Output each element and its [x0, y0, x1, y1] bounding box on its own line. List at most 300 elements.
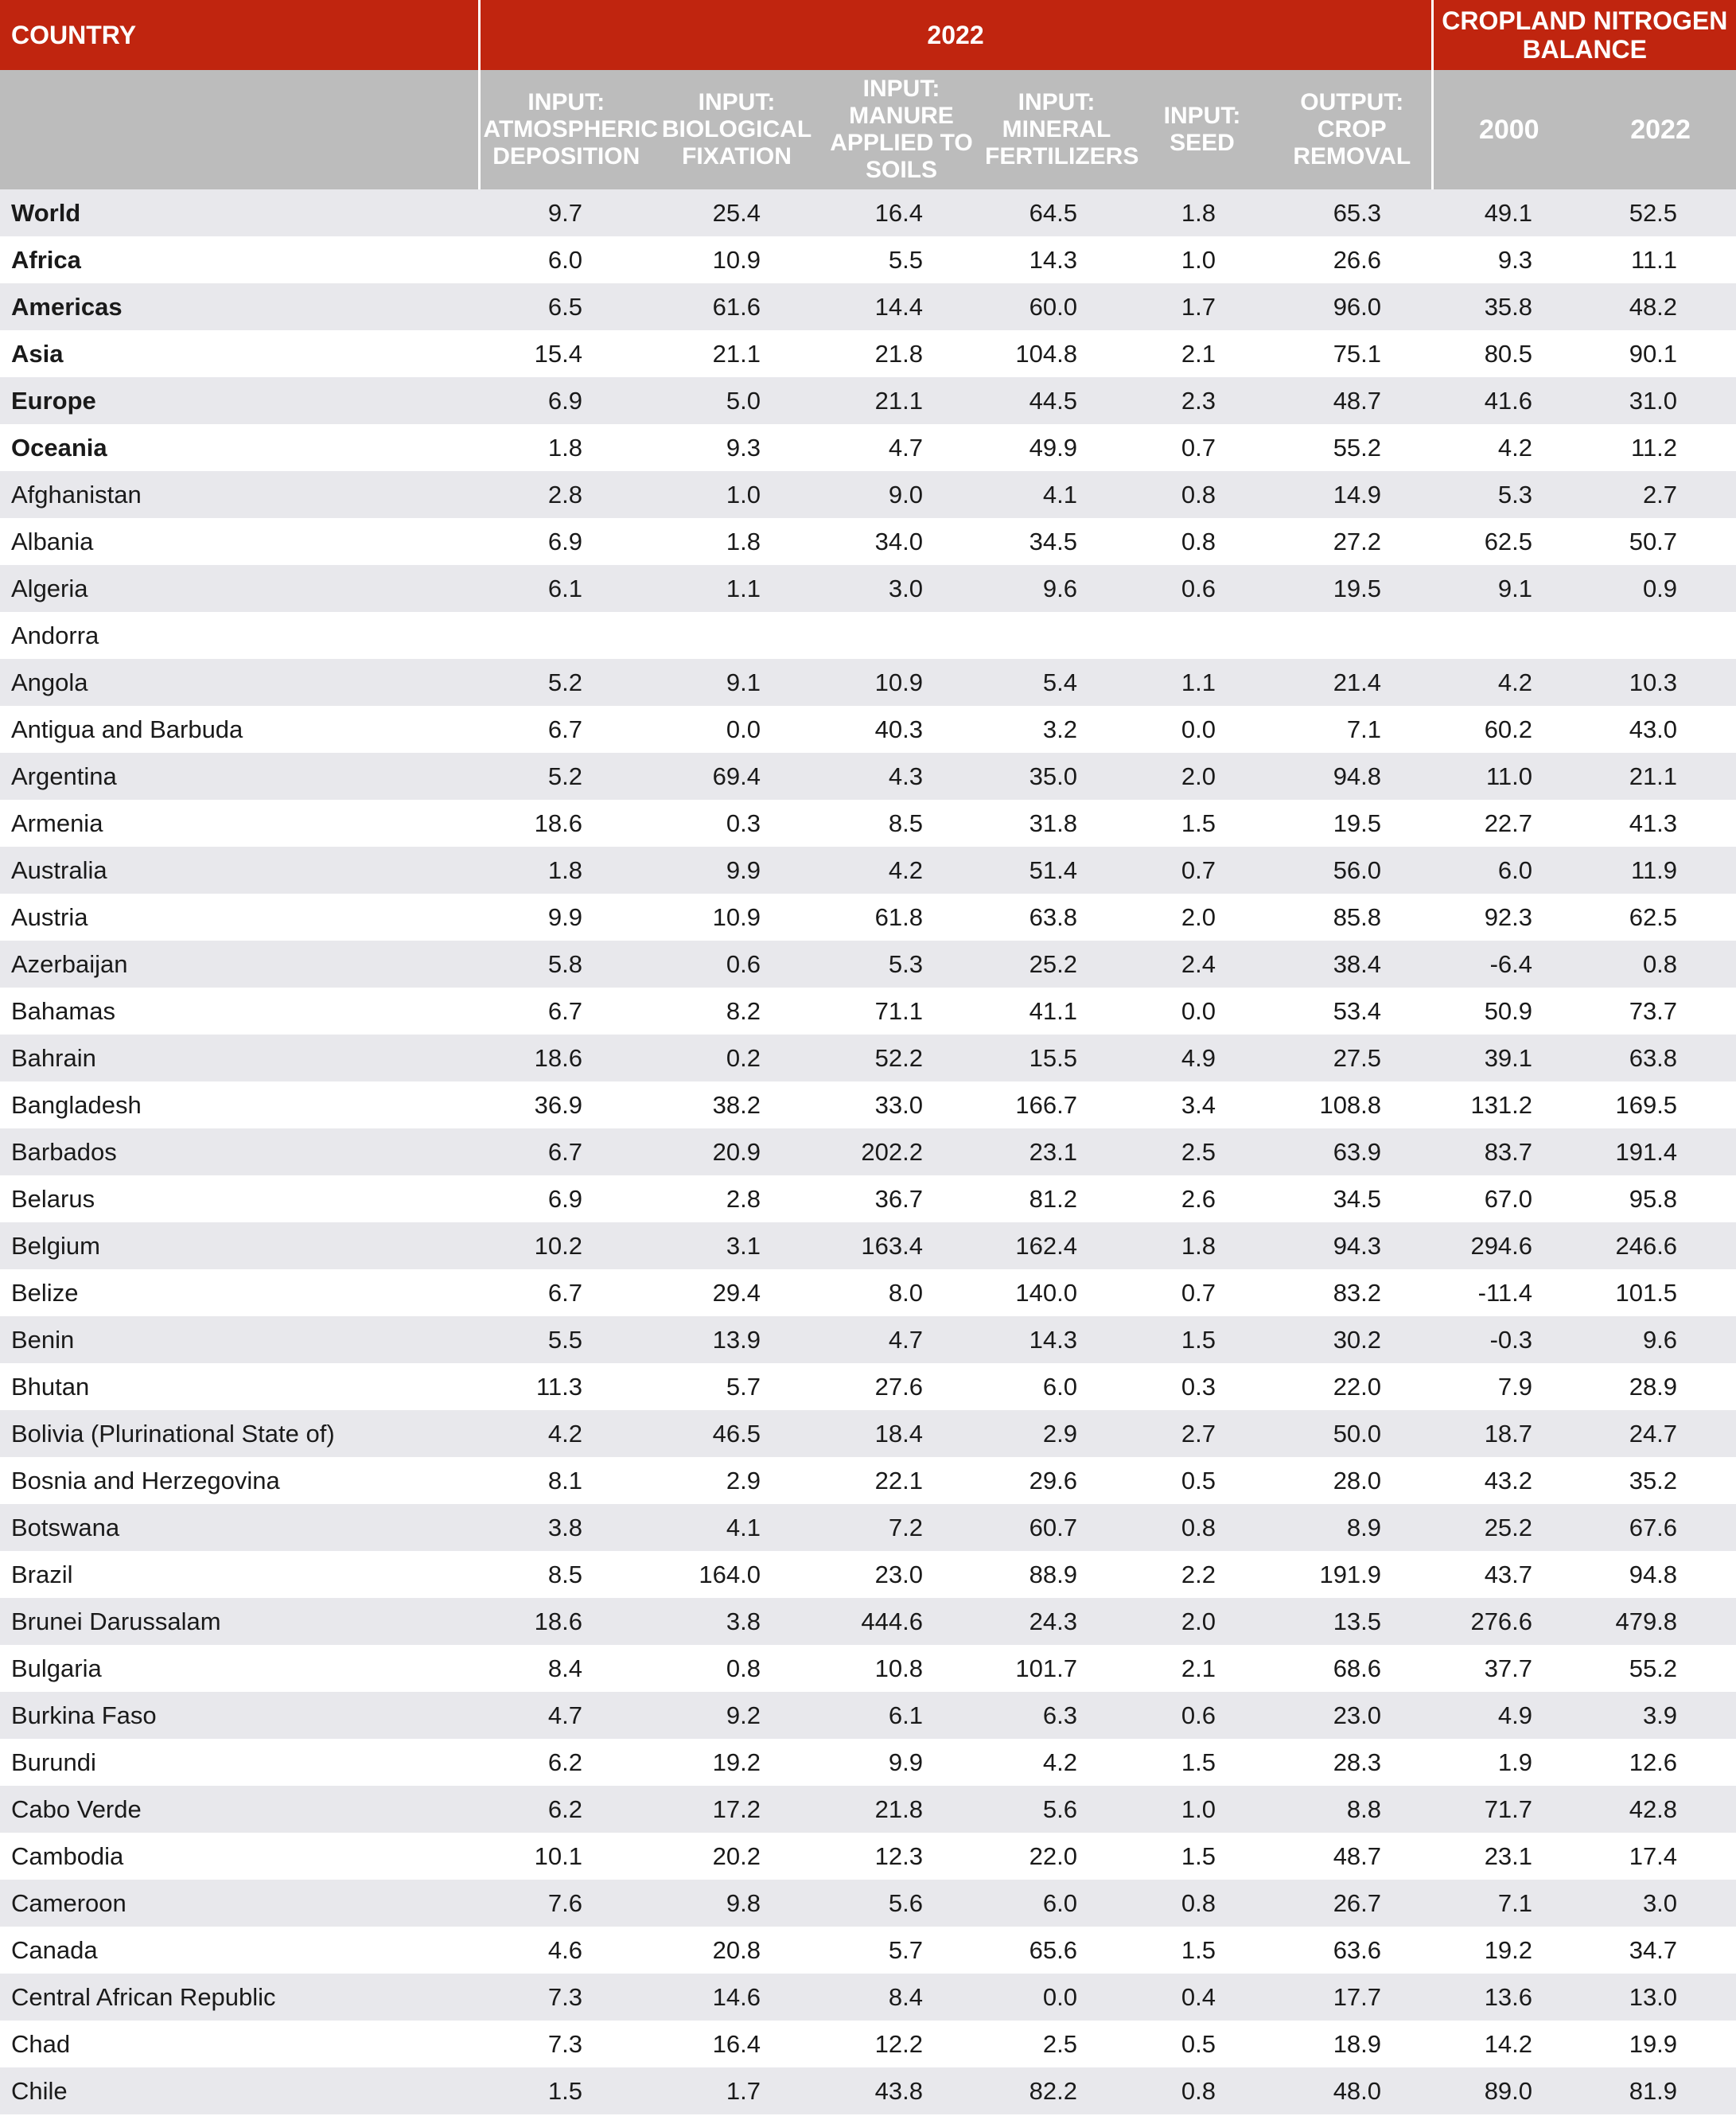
value-cell: 18.6	[479, 800, 652, 847]
value-cell: 13.0	[1585, 1974, 1736, 2021]
value-cell: 28.0	[1273, 1457, 1432, 1504]
value-cell: 14.6	[652, 1974, 821, 2021]
value-cell: 1.7	[1131, 283, 1273, 330]
value-cell: 0.2	[652, 1035, 821, 1081]
country-name-cell: Belize	[0, 1269, 479, 1316]
col-header-atmospheric-deposition	[479, 70, 658, 189]
value-cell: 88.9	[982, 1551, 1131, 1598]
value-cell: 6.2	[479, 1739, 652, 1786]
table-row	[0, 941, 1736, 988]
value-cell: 0.0	[1131, 706, 1273, 753]
value-cell: 6.7	[479, 988, 652, 1035]
value-cell: 4.1	[652, 1504, 821, 1551]
value-cell: 2.0	[1131, 894, 1273, 941]
value-cell: 94.8	[1585, 1551, 1736, 1598]
value-cell: 18.6	[479, 1598, 652, 1645]
value-cell: 2.9	[982, 1410, 1131, 1457]
balance-header-line1: CROPLAND NITROGEN	[1442, 6, 1728, 35]
value-cell	[982, 612, 1131, 659]
value-cell: 0.0	[982, 1974, 1131, 2021]
value-cell: 19.9	[1585, 2021, 1736, 2067]
value-cell: 3.8	[652, 1598, 821, 1645]
country-name-cell: Oceania	[0, 424, 479, 471]
value-cell: 34.7	[1585, 1927, 1736, 1974]
country-name-cell: Bahamas	[0, 988, 479, 1035]
value-cell: 0.6	[652, 941, 821, 988]
value-cell: 1.8	[652, 518, 821, 565]
value-cell: 18.7	[1432, 1410, 1585, 1457]
value-cell: 26.6	[1273, 236, 1432, 283]
value-cell: 0.8	[652, 1645, 821, 1692]
value-cell: 69.4	[652, 753, 821, 800]
value-cell: 6.0	[982, 1880, 1131, 1927]
col-header-line: REMOVAL	[1293, 143, 1411, 170]
col-header-line: APPLIED TO	[830, 130, 973, 156]
value-cell: 2.5	[982, 2021, 1131, 2067]
value-cell: 41.6	[1432, 377, 1585, 424]
value-cell: 5.2	[479, 659, 652, 706]
value-cell: 10.9	[821, 659, 982, 706]
value-cell: 444.6	[821, 1598, 982, 1645]
country-name-cell: Barbados	[0, 1128, 479, 1175]
value-cell: 2.4	[1131, 941, 1273, 988]
value-cell: 131.2	[1432, 1081, 1585, 1128]
value-cell: 0.3	[652, 800, 821, 847]
col-header-mineral-fertilizers	[982, 70, 1139, 189]
value-cell: 64.5	[982, 189, 1131, 236]
value-cell: 7.9	[1432, 1363, 1585, 1410]
value-cell: 50.7	[1585, 518, 1736, 565]
value-cell: 44.5	[982, 377, 1131, 424]
value-cell: 33.0	[821, 1081, 982, 1128]
value-cell: 63.8	[1585, 1035, 1736, 1081]
value-cell: 82.2	[982, 2067, 1131, 2114]
value-cell: 163.4	[821, 1222, 982, 1269]
table-row	[0, 518, 1736, 565]
value-cell: 11.0	[1432, 753, 1585, 800]
value-cell: 10.2	[479, 1222, 652, 1269]
value-cell: 25.2	[1432, 1504, 1585, 1551]
value-cell: 6.7	[479, 1269, 652, 1316]
value-cell: 8.1	[479, 1457, 652, 1504]
value-cell: 22.1	[821, 1457, 982, 1504]
value-cell: 6.3	[982, 1692, 1131, 1739]
value-cell: 0.0	[652, 706, 821, 753]
value-cell: 3.4	[1131, 1081, 1273, 1128]
value-cell: 63.9	[1273, 1128, 1432, 1175]
value-cell: 3.2	[982, 706, 1131, 753]
table-row	[0, 1081, 1736, 1128]
value-cell: 2.9	[652, 1457, 821, 1504]
value-cell: 1.5	[1131, 1316, 1273, 1363]
country-name-cell: Bulgaria	[0, 1645, 479, 1692]
value-cell: 108.8	[1273, 1081, 1432, 1128]
value-cell: 4.9	[1131, 1035, 1273, 1081]
value-cell: 5.6	[982, 1786, 1131, 1833]
value-cell: 60.2	[1432, 706, 1585, 753]
value-cell: 85.8	[1273, 894, 1432, 941]
value-cell: 2.5	[1131, 1128, 1273, 1175]
value-cell: 81.9	[1585, 2067, 1736, 2114]
value-cell: 5.5	[821, 236, 982, 283]
value-cell: 5.8	[479, 941, 652, 988]
value-cell: 162.4	[982, 1222, 1131, 1269]
header-row-sub	[0, 70, 1736, 189]
col-header-line: INPUT:	[1163, 103, 1241, 129]
value-cell: 4.6	[479, 1927, 652, 1974]
value-cell: 37.7	[1432, 1645, 1585, 1692]
value-cell: 21.8	[821, 330, 982, 377]
value-cell: 18.4	[821, 1410, 982, 1457]
value-cell: 1.5	[1131, 800, 1273, 847]
value-cell: 35.2	[1585, 1457, 1736, 1504]
value-cell: 2.8	[479, 471, 652, 518]
value-cell: 18.6	[479, 1035, 652, 1081]
value-cell: 101.5	[1585, 1269, 1736, 1316]
value-cell: 63.6	[1273, 1927, 1432, 1974]
value-cell: 60.0	[982, 283, 1131, 330]
value-cell: 68.6	[1273, 1645, 1432, 1692]
value-cell: 24.3	[982, 1598, 1131, 1645]
value-cell: 41.3	[1585, 800, 1736, 847]
value-cell: 2.8	[652, 1175, 821, 1222]
col-header-line: INPUT:	[527, 89, 605, 115]
value-cell: 62.5	[1432, 518, 1585, 565]
value-cell: 13.6	[1432, 1974, 1585, 2021]
country-name-cell: Brunei Darussalam	[0, 1598, 479, 1645]
col-header-line: INPUT:	[1018, 89, 1096, 115]
value-cell: 22.7	[1432, 800, 1585, 847]
value-cell: 21.1	[821, 377, 982, 424]
country-name-cell: Belarus	[0, 1175, 479, 1222]
value-cell: 39.1	[1432, 1035, 1585, 1081]
country-name-cell: Andorra	[0, 612, 479, 659]
value-cell: 92.3	[1432, 894, 1585, 941]
value-cell: 15.5	[982, 1035, 1131, 1081]
col-header-line: MANURE	[849, 103, 954, 129]
table-row	[0, 753, 1736, 800]
value-cell: 479.8	[1585, 1598, 1736, 1645]
value-cell: 43.7	[1432, 1551, 1585, 1598]
value-cell	[479, 612, 652, 659]
value-cell: 48.2	[1585, 283, 1736, 330]
col-header-line: FERTILIZERS	[985, 143, 1139, 170]
table-header	[0, 0, 1736, 189]
value-cell: 1.8	[1131, 189, 1273, 236]
value-cell: 21.8	[821, 1786, 982, 1833]
value-cell: 1.5	[1131, 1927, 1273, 1974]
value-cell: 35.8	[1432, 283, 1585, 330]
value-cell: 31.0	[1585, 377, 1736, 424]
value-cell: 2.7	[1585, 471, 1736, 518]
value-cell: 14.4	[821, 283, 982, 330]
value-cell: 61.8	[821, 894, 982, 941]
value-cell: 5.7	[652, 1363, 821, 1410]
value-cell: 55.2	[1273, 424, 1432, 471]
value-cell: 34.5	[982, 518, 1131, 565]
value-cell: 41.1	[982, 988, 1131, 1035]
country-name-cell: Bhutan	[0, 1363, 479, 1410]
value-cell: 63.8	[982, 894, 1131, 941]
value-cell: 11.3	[479, 1363, 652, 1410]
value-cell: 89.0	[1432, 2067, 1585, 2114]
value-cell: 90.1	[1585, 330, 1736, 377]
value-cell: 83.2	[1273, 1269, 1432, 1316]
value-cell: 7.1	[1432, 1880, 1585, 1927]
table-row	[0, 1222, 1736, 1269]
value-cell: 34.0	[821, 518, 982, 565]
value-cell: 26.7	[1273, 1880, 1432, 1927]
value-cell: 43.2	[1432, 1457, 1585, 1504]
value-cell: 22.0	[1273, 1363, 1432, 1410]
value-cell: 36.7	[821, 1175, 982, 1222]
col-header-biological-fixation	[652, 70, 821, 189]
value-cell: 22.0	[982, 1833, 1131, 1880]
col-header-line: SEED	[1170, 130, 1235, 156]
value-cell: -6.4	[1432, 941, 1585, 988]
table-row	[0, 236, 1736, 283]
value-cell: 6.9	[479, 518, 652, 565]
table-row	[0, 659, 1736, 706]
col-header-balance-2000: 2000	[1432, 70, 1585, 189]
value-cell: 1.8	[479, 424, 652, 471]
value-cell: 5.4	[982, 659, 1131, 706]
value-cell: 62.5	[1585, 894, 1736, 941]
value-cell: 9.6	[1585, 1316, 1736, 1363]
country-name-cell: Bosnia and Herzegovina	[0, 1457, 479, 1504]
value-cell: 1.0	[1131, 1786, 1273, 1833]
value-cell: 36.9	[479, 1081, 652, 1128]
value-cell: 0.7	[1131, 424, 1273, 471]
table-row	[0, 847, 1736, 894]
value-cell: 27.2	[1273, 518, 1432, 565]
table-row	[0, 2021, 1736, 2067]
country-name-cell: Africa	[0, 236, 479, 283]
value-cell: 6.7	[479, 1128, 652, 1175]
country-name-cell: Albania	[0, 518, 479, 565]
value-cell: 1.5	[1131, 1833, 1273, 1880]
value-cell: 55.2	[1585, 1645, 1736, 1692]
table-row	[0, 1410, 1736, 1457]
value-cell: 35.0	[982, 753, 1131, 800]
value-cell: 6.0	[479, 236, 652, 283]
value-cell: 14.9	[1273, 471, 1432, 518]
value-cell: 8.0	[821, 1269, 982, 1316]
value-cell: 6.1	[821, 1692, 982, 1739]
table-row	[0, 1504, 1736, 1551]
value-cell: 8.4	[821, 1974, 982, 2021]
value-cell: 6.1	[479, 565, 652, 612]
value-cell: 2.3	[1131, 377, 1273, 424]
country-name-cell: Bahrain	[0, 1035, 479, 1081]
country-name-cell: Austria	[0, 894, 479, 941]
value-cell: 3.0	[821, 565, 982, 612]
value-cell: 8.5	[821, 800, 982, 847]
country-column-header: COUNTRY	[0, 0, 479, 70]
value-cell: 9.1	[1432, 565, 1585, 612]
value-cell: 67.6	[1585, 1504, 1736, 1551]
value-cell: 0.8	[1585, 941, 1736, 988]
table-row	[0, 1645, 1736, 1692]
value-cell: 0.6	[1131, 565, 1273, 612]
value-cell: 0.7	[1131, 1269, 1273, 1316]
value-cell: 52.2	[821, 1035, 982, 1081]
value-cell: 12.3	[821, 1833, 982, 1880]
table-row	[0, 1927, 1736, 1974]
table-row	[0, 189, 1736, 236]
value-cell: 21.1	[1585, 753, 1736, 800]
value-cell: 6.9	[479, 377, 652, 424]
value-cell: 38.2	[652, 1081, 821, 1128]
value-cell: 1.8	[479, 847, 652, 894]
value-cell: 1.0	[652, 471, 821, 518]
value-cell: 28.3	[1273, 1739, 1432, 1786]
value-cell: 13.5	[1273, 1598, 1432, 1645]
value-cell: 1.1	[1131, 659, 1273, 706]
value-cell: 60.7	[982, 1504, 1131, 1551]
value-cell: 1.1	[652, 565, 821, 612]
value-cell: 9.9	[652, 847, 821, 894]
value-cell: 164.0	[652, 1551, 821, 1598]
value-cell: 9.9	[479, 894, 652, 941]
value-cell: 2.7	[1131, 1410, 1273, 1457]
value-cell: 9.3	[652, 424, 821, 471]
value-cell: 29.6	[982, 1457, 1131, 1504]
value-cell: 5.5	[479, 1316, 652, 1363]
value-cell: 65.3	[1273, 189, 1432, 236]
table-row	[0, 377, 1736, 424]
value-cell: 9.9	[821, 1739, 982, 1786]
value-cell: 1.8	[1131, 1222, 1273, 1269]
value-cell: 49.9	[982, 424, 1131, 471]
value-cell: 96.0	[1273, 283, 1432, 330]
value-cell: 19.2	[1432, 1927, 1585, 1974]
value-cell: 67.0	[1432, 1175, 1585, 1222]
country-name-cell: Angola	[0, 659, 479, 706]
col-header-seed	[1131, 70, 1273, 189]
value-cell: 20.8	[652, 1927, 821, 1974]
value-cell: 6.9	[479, 1175, 652, 1222]
value-cell: 28.9	[1585, 1363, 1736, 1410]
value-cell: -11.4	[1432, 1269, 1585, 1316]
value-cell: 4.9	[1432, 1692, 1585, 1739]
col-header-line: OUTPUT:	[1300, 89, 1404, 115]
country-name-cell: Cameroon	[0, 1880, 479, 1927]
value-cell: 24.7	[1585, 1410, 1736, 1457]
value-cell: 8.8	[1273, 1786, 1432, 1833]
table-row	[0, 612, 1736, 659]
value-cell	[1432, 612, 1585, 659]
value-cell: 15.4	[479, 330, 652, 377]
value-cell: 61.6	[652, 283, 821, 330]
col-header-line: MINERAL	[1002, 116, 1111, 142]
country-name-cell: Asia	[0, 330, 479, 377]
value-cell: 34.5	[1273, 1175, 1432, 1222]
col-header-line: CROP	[1317, 116, 1387, 142]
value-cell: 94.3	[1273, 1222, 1432, 1269]
value-cell: 49.1	[1432, 189, 1585, 236]
value-cell: 5.7	[821, 1927, 982, 1974]
value-cell: 95.8	[1585, 1175, 1736, 1222]
value-cell: 4.7	[821, 1316, 982, 1363]
value-cell: 8.2	[652, 988, 821, 1035]
value-cell: 29.4	[652, 1269, 821, 1316]
value-cell: 7.6	[479, 1880, 652, 1927]
value-cell: 31.8	[982, 800, 1131, 847]
value-cell: 9.6	[982, 565, 1131, 612]
col-header-line: INPUT:	[698, 89, 776, 115]
value-cell: 0.9	[1585, 565, 1736, 612]
value-cell: 23.1	[982, 1128, 1131, 1175]
value-cell: 19.5	[1273, 800, 1432, 847]
country-name-cell: Benin	[0, 1316, 479, 1363]
value-cell: 56.0	[1273, 847, 1432, 894]
table-row	[0, 1692, 1736, 1739]
value-cell: 80.5	[1432, 330, 1585, 377]
value-cell: 0.6	[1131, 1692, 1273, 1739]
country-name-cell: Afghanistan	[0, 471, 479, 518]
value-cell: 140.0	[982, 1269, 1131, 1316]
value-cell: 4.2	[479, 1410, 652, 1457]
value-cell: 5.6	[821, 1880, 982, 1927]
value-cell: 12.2	[821, 2021, 982, 2067]
country-name-cell: Australia	[0, 847, 479, 894]
value-cell: 9.0	[821, 471, 982, 518]
table-row	[0, 706, 1736, 753]
table-row	[0, 894, 1736, 941]
value-cell: 16.4	[821, 189, 982, 236]
value-cell: 94.8	[1273, 753, 1432, 800]
value-cell: 14.3	[982, 236, 1131, 283]
table-row	[0, 1739, 1736, 1786]
table-row	[0, 424, 1736, 471]
value-cell: 17.2	[652, 1786, 821, 1833]
value-cell: 10.3	[1585, 659, 1736, 706]
value-cell	[1131, 612, 1273, 659]
col-header-line: BIOLOGICAL	[661, 116, 812, 142]
value-cell: 14.3	[982, 1316, 1131, 1363]
value-cell: 30.2	[1273, 1316, 1432, 1363]
col-header-crop-removal	[1273, 70, 1432, 189]
value-cell: 81.2	[982, 1175, 1131, 1222]
value-cell: 9.3	[1432, 236, 1585, 283]
value-cell: 101.7	[982, 1645, 1131, 1692]
value-cell: 42.8	[1585, 1786, 1736, 1833]
country-name-cell: Burundi	[0, 1739, 479, 1786]
value-cell: 71.7	[1432, 1786, 1585, 1833]
value-cell: 7.3	[479, 1974, 652, 2021]
value-cell: 6.5	[479, 283, 652, 330]
value-cell: 53.4	[1273, 988, 1432, 1035]
value-cell: 10.9	[652, 236, 821, 283]
value-cell: 17.7	[1273, 1974, 1432, 2021]
value-cell: 3.9	[1585, 1692, 1736, 1739]
value-cell: 23.0	[821, 1551, 982, 1598]
col-header-balance-2022: 2022	[1585, 70, 1736, 189]
country-name-cell: Armenia	[0, 800, 479, 847]
value-cell: 0.8	[1131, 1504, 1273, 1551]
value-cell: 4.7	[821, 424, 982, 471]
value-cell: 2.6	[1131, 1175, 1273, 1222]
col-header-line: INPUT:	[862, 76, 940, 102]
header-row-top	[0, 0, 1736, 70]
value-cell: 3.1	[652, 1222, 821, 1269]
value-cell: 2.1	[1131, 1645, 1273, 1692]
value-cell: 6.0	[982, 1363, 1131, 1410]
value-cell: -0.3	[1432, 1316, 1585, 1363]
value-cell: 6.0	[1432, 847, 1585, 894]
value-cell: 4.2	[1432, 424, 1585, 471]
